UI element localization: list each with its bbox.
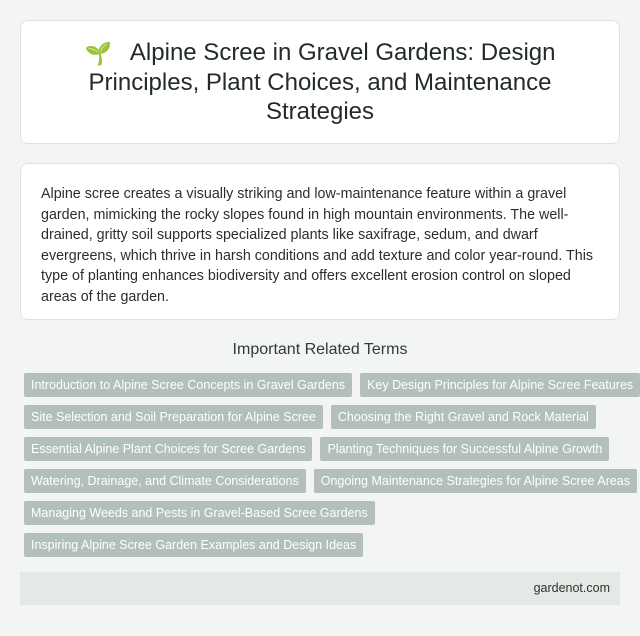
tag-item[interactable]: Site Selection and Soil Preparation for Alpine Scree	[24, 405, 323, 429]
tag-row	[24, 501, 624, 525]
title-card	[20, 20, 620, 144]
tag-item[interactable]: Introduction to Alpine Scree Concepts in Gravel Gardens	[24, 373, 352, 397]
tag-item[interactable]: Managing Weeds and Pests in Gravel-Based Scree Gardens	[24, 501, 375, 525]
tag-row	[24, 437, 624, 461]
footer-site-link[interactable]: gardenot.com	[533, 581, 610, 595]
page-title-text: Alpine Scree in Gravel Gardens: Design Principles, Plant Choices, and Maintenance Strategies	[88, 39, 556, 125]
description-text: Alpine scree creates a visually striking and low-maintenance feature within a gravel garden, mimicking the rocky slopes found in high mountain environments. The well-drained, gritty soil supports specialized plants like saxifrage, sedum, and dwarf evergreens, which thrive in harsh conditions and add texture and color year-round. This type of planting enhances biodiversity and offers excellent erosion control on sloped areas of the garden.	[41, 186, 594, 305]
tag-row	[24, 405, 624, 429]
footer	[20, 572, 620, 605]
tag-item[interactable]: Key Design Principles for Alpine Scree Features	[360, 373, 640, 397]
tag-item[interactable]: Inspiring Alpine Scree Garden Examples and Design Ideas	[24, 533, 363, 557]
description-card	[20, 163, 620, 320]
tag-item[interactable]: Essential Alpine Plant Choices for Scree Gardens	[24, 437, 312, 461]
related-terms-heading: Important Related Terms	[232, 341, 408, 358]
seedling-icon: 🌱	[84, 41, 112, 66]
tag-item[interactable]: Choosing the Right Gravel and Rock Material	[331, 405, 596, 429]
tag-item[interactable]: Planting Techniques for Successful Alpine Growth	[320, 437, 609, 461]
tag-row	[24, 373, 634, 397]
tag-row	[24, 533, 624, 557]
page-title	[21, 38, 619, 126]
tag-row	[24, 469, 630, 493]
related-terms-list	[24, 373, 634, 565]
tag-item[interactable]: Ongoing Maintenance Strategies for Alpine Scree Areas	[314, 469, 637, 493]
tag-item[interactable]: Watering, Drainage, and Climate Considerations	[24, 469, 306, 493]
